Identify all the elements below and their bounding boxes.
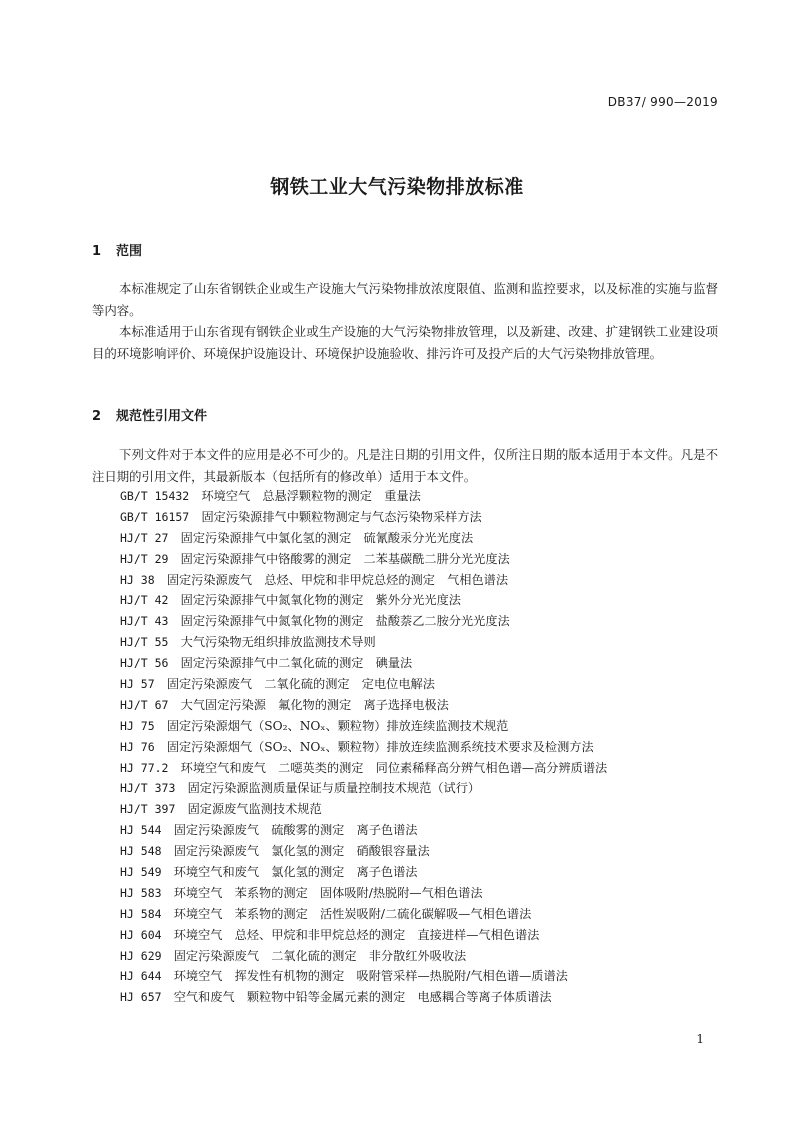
reference-title: 固定污染源烟气（SO₂、NOₓ、颗粒物）排放连续监测系统技术要求及检测方法: [166, 739, 594, 754]
reference-title: 固定污染源监测质量保证与质量控制技术规范（试行）: [187, 781, 481, 796]
reference-code: HJ/T 27: [120, 530, 169, 545]
reference-code: HJ/T 42: [120, 593, 169, 608]
reference-separator: [155, 573, 167, 587]
reference-item: [120, 528, 730, 549]
reference-code: HJ 604: [120, 927, 162, 942]
reference-title: 环境空气 苯系物的测定 固体吸附/热脱附—气相色谱法: [173, 885, 483, 900]
reference-code: HJ/T 67: [120, 697, 169, 712]
section-1-paragraph-1: 本标准规定了山东省钢铁企业或生产设施大气污染物排放浓度限值、监测和监控要求，以及标准的实施与监督等内容。: [92, 281, 718, 318]
reference-code: HJ/T 397: [120, 802, 176, 817]
reference-title: 环境空气 挥发性有机物的测定 吸附管采样—热脱附/气相色谱—质谱法: [173, 969, 568, 984]
section-2-title: 规范性引用文件: [116, 409, 208, 424]
section-2-intro: 下列文件对于本文件的应用是必不可少的。凡是注日期的引用文件，仅所注日期的版本适用于本文件。凡是不注日期的引用文件，其最新版本（包括所有的修改单）适用于本文件。: [92, 447, 718, 484]
reference-title: 大气固定污染源 氟化物的测定 离子选择电极法: [180, 697, 449, 712]
reference-separator: [168, 531, 180, 545]
section-1-title: 范围: [116, 244, 143, 259]
reference-code: HJ/T 55: [120, 635, 169, 650]
reference-item: [120, 946, 730, 967]
reference-item: [120, 966, 730, 987]
reference-code: HJ/T 29: [120, 551, 169, 566]
reference-item: [120, 507, 730, 528]
reference-separator: [168, 698, 180, 712]
reference-separator: [162, 823, 174, 837]
reference-item: [120, 486, 730, 507]
reference-separator: [189, 510, 201, 524]
reference-separator: [168, 761, 180, 775]
document-title: 钢铁工业大气污染物排放标准: [270, 176, 524, 198]
reference-title: 固定污染源排气中氮氧化物的测定 盐酸萘乙二胺分光光度法: [180, 614, 510, 629]
reference-code: HJ 544: [120, 823, 162, 838]
reference-code: HJ 57: [120, 677, 155, 692]
reference-title: 环境空气和废气 二噁英类的测定 同位素稀释高分辨气相色谱—高分辨质谱法: [180, 760, 608, 775]
reference-separator: [162, 969, 174, 983]
reference-title: 固定污染源排气中铬酸雾的测定 二苯基碳酰二肼分光光度法: [180, 551, 510, 566]
reference-item: [120, 841, 730, 862]
reference-title: 环境空气和废气 氯化氢的测定 离子色谱法: [173, 865, 418, 880]
reference-separator: [155, 740, 167, 754]
page-number: 1: [696, 1032, 704, 1046]
reference-code: HJ 38: [120, 572, 155, 587]
reference-item: [120, 716, 730, 737]
reference-title: 固定污染源排气中氯化氢的测定 硫氰酸汞分光光度法: [180, 530, 474, 545]
reference-title: 环境空气 总悬浮颗粒物的测定 重量法: [201, 489, 421, 503]
reference-separator: [155, 719, 167, 733]
reference-separator: [168, 552, 180, 566]
reference-item: [120, 549, 730, 570]
reference-separator: [175, 802, 187, 816]
reference-separator: [162, 865, 174, 879]
reference-code: HJ 629: [120, 948, 162, 963]
reference-code: HJ 657: [120, 990, 162, 1005]
reference-code: HJ 548: [120, 844, 162, 859]
section-1-number: 1: [92, 244, 102, 259]
reference-item: [120, 778, 730, 799]
reference-item: [120, 820, 730, 841]
reference-code: HJ 77.2: [120, 760, 169, 775]
section-2-number: 2: [92, 409, 102, 424]
reference-code: HJ/T 43: [120, 614, 169, 629]
reference-title: 固定污染源排气中颗粒物测定与气态污染物采样方法: [201, 509, 482, 524]
reference-title: 固定污染源废气 总烃、甲烷和非甲烷总烃的测定 气相色谱法: [166, 572, 509, 587]
reference-item: [120, 987, 730, 1008]
reference-separator: [162, 844, 174, 858]
reference-title: 环境空气 总烃、甲烷和非甲烷总烃的测定 直接进样—气相色谱法: [173, 927, 540, 942]
reference-title: 固定污染源废气 氯化氢的测定 硝酸银容量法: [173, 844, 430, 859]
reference-code: GB/T 15432: [120, 489, 190, 503]
reference-item: [120, 925, 730, 946]
reference-separator: [155, 677, 167, 691]
reference-title: 固定污染源废气 二氧化硫的测定 非分散红外吸收法: [173, 948, 467, 963]
reference-separator: [168, 656, 180, 670]
reference-item: [120, 737, 730, 758]
reference-code: HJ/T 56: [120, 656, 169, 671]
section-2-heading: [92, 405, 207, 424]
reference-code: HJ 76: [120, 739, 155, 754]
reference-item: [120, 632, 730, 653]
reference-separator: [189, 489, 201, 503]
section-1-paragraph-2: 本标准适用于山东省现有钢铁企业或生产设施的大气污染物排放管理，以及新建、改建、扩建钢铁工业建设项目的环境影响评价、环境保护设施设计、环境保护设施验收、排污许可及投产后的大气污染物排放管理。: [92, 324, 718, 361]
section-1-heading: [92, 240, 142, 259]
reference-item: [120, 883, 730, 904]
reference-separator: [168, 635, 180, 649]
reference-item: [120, 674, 730, 695]
reference-title: 固定污染源烟气（SO₂、NOₓ、颗粒物）排放连续监测技术规范: [166, 718, 509, 733]
reference-separator: [162, 886, 174, 900]
reference-separator: [168, 614, 180, 628]
normative-references-list: [120, 486, 730, 1008]
reference-title: 固定污染源废气 二氧化硫的测定 定电位电解法: [166, 677, 435, 692]
reference-item: [120, 653, 730, 674]
reference-separator: [162, 949, 174, 963]
reference-code: HJ/T 373: [120, 781, 176, 796]
reference-separator: [168, 593, 180, 607]
reference-title: 固定污染源废气 硫酸雾的测定 离子色谱法: [173, 823, 418, 838]
reference-item: [120, 695, 730, 716]
reference-code: HJ 644: [120, 969, 162, 984]
reference-title: 环境空气 苯系物的测定 活性炭吸附/二硫化碳解吸—气相色谱法: [173, 906, 532, 921]
reference-item: [120, 862, 730, 883]
reference-code: GB/T 16157: [120, 509, 190, 524]
reference-code: HJ 75: [120, 718, 155, 733]
reference-separator: [162, 928, 174, 942]
reference-item: [120, 611, 730, 632]
reference-item: [120, 570, 730, 591]
reference-title: 固定污染源排气中二氧化硫的测定 碘量法: [180, 656, 413, 671]
reference-code: HJ 583: [120, 885, 162, 900]
reference-item: [120, 758, 730, 779]
reference-item: [120, 590, 730, 611]
reference-title: 空气和废气 颗粒物中铅等金属元素的测定 电感耦合等离子体质谱法: [173, 990, 552, 1005]
document-number: DB37/ 990—2019: [607, 95, 718, 109]
reference-code: HJ 584: [120, 906, 162, 921]
reference-item: [120, 799, 730, 820]
reference-separator: [175, 781, 187, 795]
reference-separator: [162, 990, 174, 1004]
reference-item: [120, 904, 730, 925]
reference-separator: [162, 907, 174, 921]
reference-title: 固定污染源排气中氮氧化物的测定 紫外分光光度法: [180, 593, 461, 608]
reference-title: 大气污染物无组织排放监测技术导则: [180, 635, 376, 650]
reference-code: HJ 549: [120, 865, 162, 880]
reference-title: 固定源废气监测技术规范: [187, 802, 322, 817]
